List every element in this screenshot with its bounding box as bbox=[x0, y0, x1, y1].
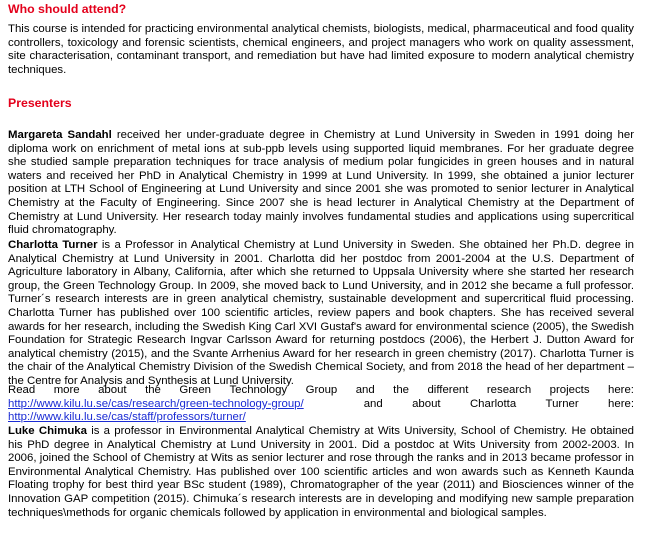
who-should-attend-heading: Who should attend? bbox=[8, 2, 127, 16]
read-more-word: Technology bbox=[229, 384, 288, 396]
green-technology-group-link[interactable]: http://www.kilu.lu.se/cas/research/green-technology-group/ bbox=[8, 397, 304, 410]
presenter-bio-turner bbox=[8, 239, 634, 389]
read-more-link-line bbox=[8, 398, 634, 412]
read-more-word: the bbox=[145, 384, 161, 396]
who-should-attend-text: This course is intended for practicing environmental analytical chemists, biologists, medical, pharmaceutical and food quality controllers, toxicology and forensic scientists, chemical engineers, and project managers who work on quality assessment, site characterisation, contaminant transport, and remediation but have had limited exposure to modern analytical chemistry techniques. bbox=[8, 23, 634, 76]
read-more-word: Read bbox=[8, 384, 36, 396]
read-more-block bbox=[8, 384, 634, 425]
read-more-word: and bbox=[355, 384, 375, 396]
read-more-word: Charlotta bbox=[469, 397, 517, 410]
presenter-bio-text: is a professor in Environmental Analytical Chemistry at Wits University, School of Chemistry. He obtained his PhD degree in Analytical Chemistry at Lund University in 2001. Did a postdoc at Wits University from 2002-2003. In 2006, joined the School of Chemistry at Wits as senior lecturer and rose through the ranks and in 2013 became professor in Environmental Analytical Chemistry. Has published over 100 scientific articles and won awards such as Kenneth Kaunda Floating trophy for best third year BSc student (1989), Chromatographer of the year (2011) and Biosciences winner of the Innovation GAP competition (2015). Chimuka´s research interests are in developing and modifying new sample preparation techniques\methods for organic chemicals followed by application in environmental and biological samples. bbox=[8, 425, 634, 519]
read-more-word: projects bbox=[549, 384, 590, 396]
presenter-bio-text: received her under-graduate degree in Chemistry at Lund University in Sweden in 1991 doing her diploma work on enrichment of metal ions at sub-ppb levels using supported liquid membranes. For her graduate degree she studied sample preparation techniques for trace analysis of medium polar fungicides in green houses and in natural waters and received her PhD in Analytical Chemistry in 1999 at Lund University. In 1999, she obtained a junior lecturer position at LTH School of Engineering at Lund University and since 2001 she was promoted to senior lecturer in Analytical Chemistry at the Faculty of Engineering. Since 2007 she is head lecturer in Analytical Chemistry at the Department of Chemistry at Lund University. Her research today mainly involves fundamental studies and applications using supercritical fluid chromatography. bbox=[8, 129, 634, 237]
presenter-bio-chimuka bbox=[8, 425, 634, 520]
read-more-word: about bbox=[98, 384, 127, 396]
presenters-heading: Presenters bbox=[8, 96, 72, 110]
presenter-bio-sandahl bbox=[8, 129, 634, 238]
presenter-name: Luke Chimuka bbox=[8, 425, 87, 437]
read-more-word: the bbox=[393, 384, 410, 396]
presenter-name: Margareta Sandahl bbox=[8, 129, 112, 141]
presenter-bio-text: is a Professor in Analytical Chemistry at Lund University in Sweden. She obtained her Ph.D. degree in Analytical Chemistry at Lund University in 2001. Charlotta did her postdoc from 2001-2004 at the U.S. Department of Agriculture laboratory in Albany, California, after which she returned to Uppsala University where she started her research group, the Green Technology Group. In 2009, she moved back to Lund University, and in 2012 she became a full professor. Turner´s research interests are in green analytical chemistry, sustainable development and supercritical fluid processing. Charlotta Turner has published over 100 scientific articles, review papers and book chapters. She has received several awards for her research, including the Swedish King Carl XVI Gustaf's award for environmental science (2005), the Swedish Foundation for Strategic Research Ingvar Carlsson Award for returning postdocs (2006), the Herbert J. Dutton Award for analytical chemistry (2015), and the Svante Arrhenius Award for her research in green chemistry (2017). Charlotta Turner is the chair of the Analytical Chemistry Division of the Swedish Chemical Society, and from 2018 the head of her department – the Centre for Analysis and Synthesis at Lund University. bbox=[8, 239, 634, 387]
read-more-word: different bbox=[427, 384, 469, 396]
read-more-line bbox=[8, 384, 634, 398]
read-more-word: Green bbox=[179, 384, 212, 396]
read-more-link-line-2 bbox=[8, 411, 634, 425]
read-more-line-2-words bbox=[304, 398, 634, 412]
read-more-word: more bbox=[53, 384, 80, 396]
presenter-name: Charlotta Turner bbox=[8, 239, 98, 251]
read-more-word: here: bbox=[608, 384, 634, 396]
read-more-word: and bbox=[363, 397, 383, 410]
read-more-word: Group bbox=[305, 384, 338, 396]
read-more-word: Turner bbox=[545, 397, 579, 410]
read-more-word: research bbox=[486, 384, 532, 396]
read-more-word: here: bbox=[608, 397, 634, 410]
turner-profile-link[interactable]: http://www.kilu.lu.se/cas/staff/professors/turner/ bbox=[8, 411, 246, 424]
read-more-word: about bbox=[412, 397, 441, 410]
